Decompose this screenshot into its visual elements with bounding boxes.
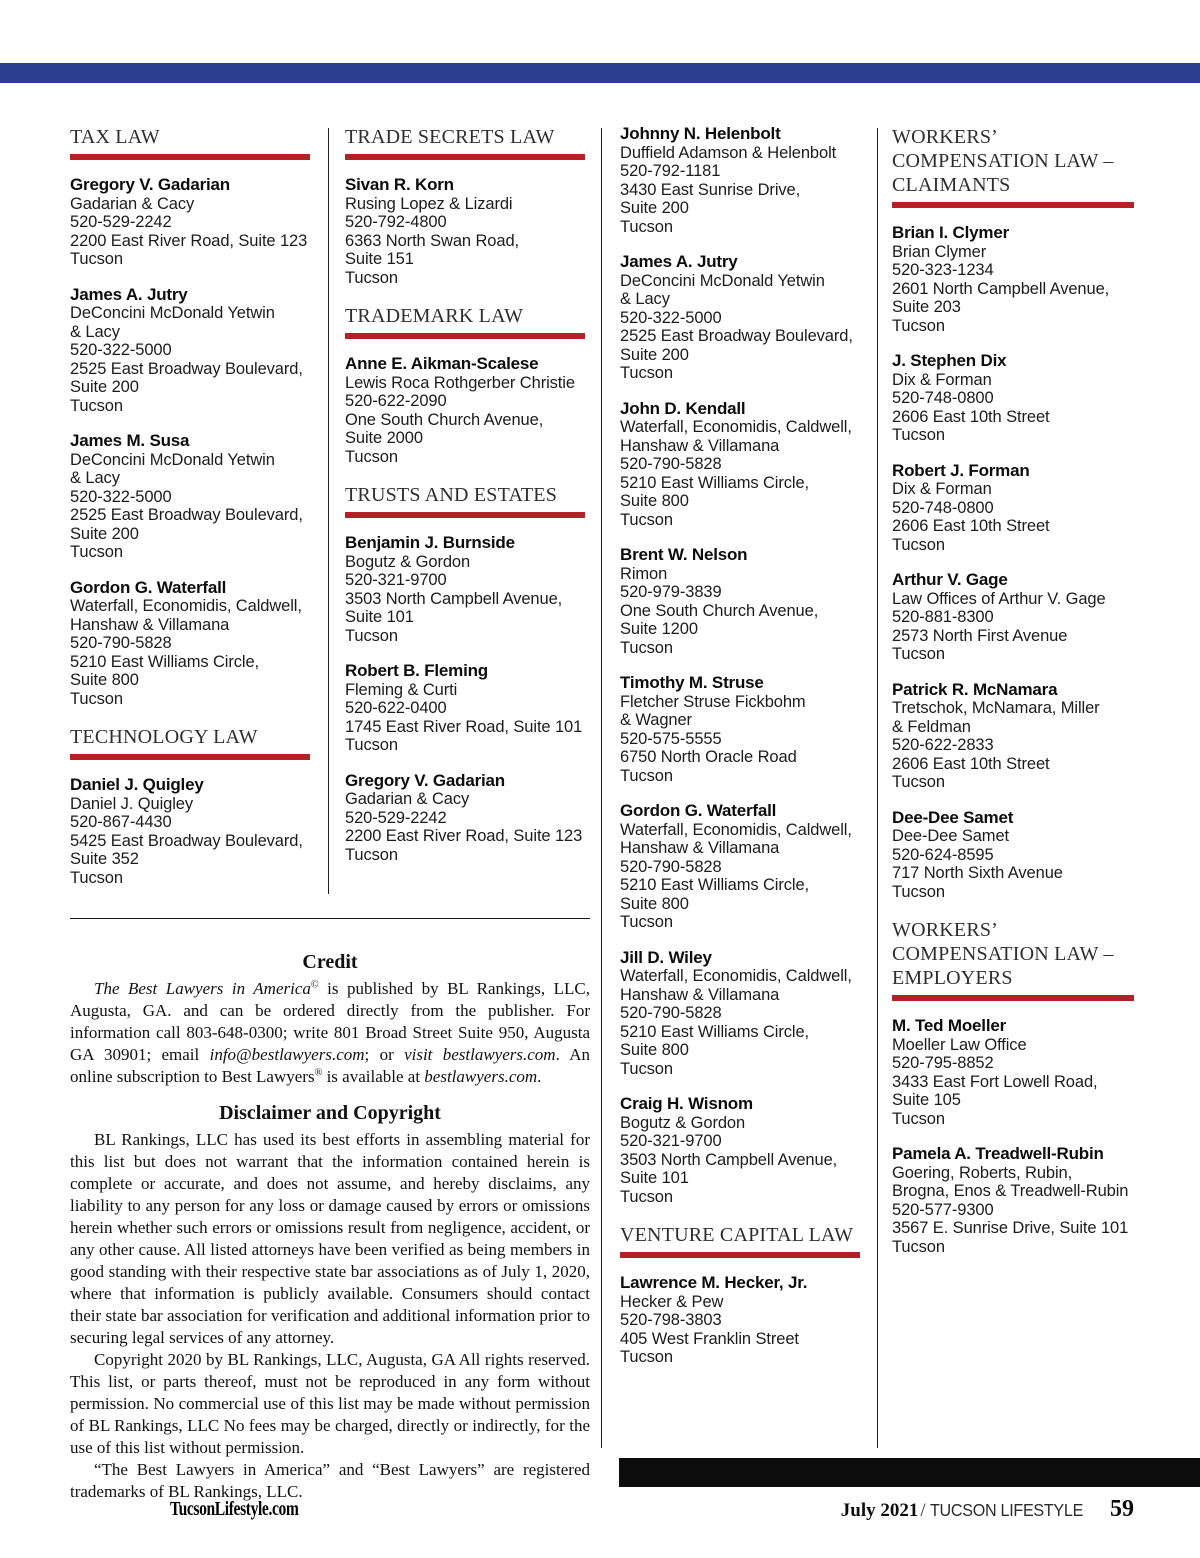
listing-detail-line: 2601 North Campbell Avenue,	[892, 279, 1110, 298]
listing-detail-line: 520-575-5555	[620, 729, 722, 748]
listing-detail-line: 2606 East 10th Street	[892, 754, 1050, 773]
lawyer-column-1	[70, 125, 310, 904]
listing-detail-line: 6750 North Oracle Road	[620, 748, 797, 766]
listing-detail-line: Tucson	[620, 510, 673, 529]
listing-detail-line: Hanshaw & Villamana	[620, 436, 780, 455]
listing-detail-line: Suite 800	[620, 492, 689, 510]
listing-detail-line: 520-624-8595	[892, 845, 994, 864]
section-heading	[70, 125, 310, 160]
listing-detail-line: Waterfall, Economidis, Caldwell,	[620, 967, 852, 985]
lawyer-listing	[70, 432, 310, 562]
listing-detail-line: 2525 East Broadway Boulevard,	[70, 359, 303, 378]
listing-detail-line: One South Church Avenue,	[620, 601, 819, 620]
listing-detail-line: Suite 203	[892, 298, 961, 316]
listing-detail-line: 520-790-5828	[620, 455, 722, 473]
listing-detail-line: Tucson	[345, 447, 398, 466]
listing-detail-line: 520-790-5828	[70, 634, 172, 652]
lawyer-name: Pamela A. Treadwell-Rubin	[892, 1144, 1104, 1163]
listing-detail-line: Tucson	[892, 1109, 945, 1128]
listing-detail-line: & Lacy	[70, 322, 120, 341]
listing-detail-line: Tucson	[345, 268, 398, 287]
listing-detail-line: Tucson	[620, 638, 673, 657]
listing-detail-line: Suite 200	[620, 345, 689, 364]
listing-detail-line: Suite 200	[70, 378, 139, 396]
listing-detail-line: Tucson	[620, 1187, 673, 1206]
lawyer-listing	[345, 772, 585, 865]
lawyer-name: Dee-Dee Samet	[892, 807, 1014, 827]
lawyer-listing	[892, 224, 1134, 335]
listing-detail-line: Suite 200	[70, 524, 139, 543]
listing-detail-line: Tucson	[892, 426, 945, 444]
section-title: WORKERS’ COMPENSATION LAW – EMPLOYERS	[892, 919, 1114, 989]
lawyer-name: James M. Susa	[70, 431, 190, 450]
listing-detail-line: Tretschok, McNamara, Miller	[892, 699, 1100, 717]
listing-detail-line: Waterfall, Economidis, Caldwell,	[70, 597, 302, 615]
listing-detail-line: 520-795-8852	[892, 1054, 994, 1072]
listing-detail-line: 520-979-3839	[620, 583, 722, 601]
listing-detail-line: 520-577-9300	[892, 1200, 994, 1219]
lawyer-column-3	[620, 125, 860, 1384]
heading-rule	[620, 1252, 860, 1258]
heading-rule	[892, 995, 1134, 1001]
listing-detail-line: DeConcini McDonald Yetwin	[620, 271, 825, 290]
lawyer-listing	[345, 176, 585, 287]
lawyer-name: Anne E. Aikman-Scalese	[345, 354, 539, 373]
listing-detail-line: Tucson	[345, 736, 398, 754]
listing-detail-line: 520-323-1234	[892, 261, 994, 279]
lawyer-listing	[345, 355, 585, 466]
lawyer-listing	[70, 776, 310, 887]
listing-detail-line: & Feldman	[892, 717, 971, 736]
listing-detail-line: Tucson	[70, 689, 123, 708]
lawyer-name: Brent W. Nelson	[620, 545, 748, 564]
lawyer-listing	[892, 681, 1134, 792]
footer-magazine-name: TUCSON LIFESTYLE	[929, 1500, 1083, 1520]
listing-detail-line: 2525 East Broadway Boulevard,	[620, 327, 853, 345]
listing-detail-line: 520-881-8300	[892, 608, 994, 626]
lawyer-listing	[892, 1017, 1134, 1128]
listing-detail-line: Bogutz & Gordon	[620, 1113, 746, 1132]
listing-detail-line: Bogutz & Gordon	[345, 552, 471, 571]
listing-detail-line: 520-321-9700	[345, 571, 447, 589]
lawyer-listing	[345, 662, 585, 755]
lawyer-name: Gordon G. Waterfall	[620, 801, 777, 820]
listing-detail-line: Suite 200	[620, 199, 689, 217]
lawyer-name: Arthur V. Gage	[892, 570, 1008, 589]
listing-detail-line: 3433 East Fort Lowell Road,	[892, 1072, 1098, 1091]
section-title: TAX LAW	[70, 126, 160, 148]
listing-detail-line: 520-748-0800	[892, 498, 994, 517]
lawyer-listing	[620, 253, 860, 383]
listing-detail-line: Tucson	[620, 913, 673, 931]
lawyer-column-2	[345, 125, 585, 881]
listing-detail-line: Suite 101	[620, 1169, 689, 1187]
lawyer-name: J. Stephen Dix	[892, 351, 1007, 370]
credit-heading: Credit	[302, 951, 358, 973]
listing-detail-line: Fletcher Struse Fickbohm	[620, 692, 806, 711]
lawyer-listing	[70, 579, 310, 709]
listing-detail-line: Suite 101	[345, 608, 414, 626]
lawyer-name: James A. Jutry	[620, 252, 738, 271]
footer-separator: /	[920, 1500, 926, 1521]
listing-detail-line: 520-622-0400	[345, 699, 447, 717]
listing-detail-line: 520-322-5000	[620, 308, 722, 327]
listing-detail-line: 2200 East River Road, Suite 123	[345, 827, 583, 845]
listing-detail-line: Tucson	[620, 364, 673, 382]
listing-detail-line: DeConcini McDonald Yetwin	[70, 304, 275, 322]
listing-detail-line: Tucson	[70, 868, 123, 887]
lawyer-listing	[620, 802, 860, 932]
listing-detail-line: 520-322-5000	[70, 341, 172, 359]
listing-detail-line: Dix & Forman	[892, 370, 992, 389]
lawyer-name: Johnny N. Helenbolt	[620, 124, 781, 143]
lawyer-name: Benjamin J. Burnside	[345, 533, 515, 552]
listing-detail-line: & Lacy	[620, 290, 670, 308]
lawyer-listing	[345, 534, 585, 645]
footer-right-group	[841, 1496, 1134, 1523]
lawyer-listing	[620, 125, 860, 236]
listing-detail-line: Suite 1200	[620, 620, 698, 638]
lawyer-listing	[892, 571, 1134, 664]
listing-detail-line: Moeller Law Office	[892, 1035, 1027, 1054]
listing-detail-line: 3567 E. Sunrise Drive, Suite 101	[892, 1219, 1129, 1237]
listing-detail-line: 2606 East 10th Street	[892, 407, 1050, 426]
listing-detail-line: Suite 2000	[345, 429, 423, 447]
listing-detail-line: 3503 North Campbell Avenue,	[620, 1150, 838, 1169]
footer-issue-date: July 2021	[840, 1500, 919, 1521]
column-divider	[601, 128, 602, 1448]
listing-detail-line: Suite 800	[70, 671, 139, 689]
lawyer-listing	[892, 462, 1134, 555]
section-heading	[345, 483, 585, 518]
disclaimer-paragraphs	[70, 1129, 590, 1503]
listing-detail-line: Lewis Roca Rothgerber Christie	[345, 373, 575, 392]
listing-detail-line: 5425 East Broadway Boulevard,	[70, 831, 303, 850]
heading-rule	[70, 754, 310, 760]
listing-detail-line: 2573 North First Avenue	[892, 626, 1068, 645]
listing-detail-line: 2525 East Broadway Boulevard,	[70, 506, 303, 524]
listing-detail-line: Suite 105	[892, 1091, 961, 1109]
listing-detail-line: 5210 East Williams Circle,	[620, 876, 810, 894]
listing-detail-line: Suite 800	[620, 1041, 689, 1059]
lawyer-name: Gregory V. Gadarian	[345, 770, 505, 790]
listing-detail-line: 3503 North Campbell Avenue,	[345, 589, 563, 608]
listing-detail-line: 520-798-3803	[620, 1311, 722, 1329]
listing-detail-line: Brogna, Enos & Treadwell-Rubin	[892, 1182, 1129, 1200]
lawyer-listing	[620, 949, 860, 1079]
listing-detail-line: Law Offices of Arthur V. Gage	[892, 589, 1106, 608]
listing-detail-line: 520-792-4800	[345, 213, 447, 231]
listing-detail-line: 520-322-5000	[70, 487, 172, 506]
listing-detail-line: Gadarian & Cacy	[70, 194, 195, 213]
listing-detail-line: Tucson	[345, 626, 398, 645]
lawyer-listing	[620, 674, 860, 785]
listing-detail-line: 6363 North Swan Road,	[345, 231, 520, 250]
section-title: TRADEMARK LAW	[345, 305, 524, 327]
listing-detail-line: Daniel J. Quigley	[70, 794, 194, 813]
footer-site-url: TucsonLifestyle.com	[170, 1498, 299, 1520]
heading-rule	[345, 333, 585, 339]
top-accent-bar	[0, 63, 1200, 83]
listing-detail-line: Tucson	[892, 773, 945, 791]
credit-and-disclaimer-section	[70, 918, 590, 1503]
listing-detail-line: Tucson	[70, 250, 123, 268]
lawyer-name: Robert J. Forman	[892, 460, 1030, 480]
lawyer-name: James A. Jutry	[70, 284, 188, 304]
section-title: TRADE SECRETS LAW	[345, 126, 555, 148]
listing-detail-line: Tucson	[345, 845, 398, 864]
listing-detail-line: Tucson	[892, 882, 945, 901]
listing-detail-line: Tucson	[620, 1348, 673, 1366]
section-title: VENTURE CAPITAL LAW	[620, 1224, 854, 1246]
heading-rule	[70, 154, 310, 160]
lawyer-name: Brian I. Clymer	[892, 223, 1009, 242]
listing-detail-line: Tucson	[892, 316, 945, 335]
credit-paragraph: The Best Lawyers in America© is published by BL Rankings, LLC, Augusta, GA. and can be ordered directly from the publisher. For information call 803-648-0300; write 801 Broad Street Suite 950, Augusta GA 30901; email info@bestlawyers.com; or visit bestlawyers.com. An online subscription to Best Lawyers® is available at bestlawyers.com.	[70, 979, 590, 1086]
section-heading	[345, 304, 585, 339]
listing-detail-line: 5210 East Williams Circle,	[620, 1022, 810, 1041]
listing-detail-line: Dix & Forman	[892, 480, 992, 498]
listing-detail-line: Goering, Roberts, Rubin,	[892, 1163, 1073, 1182]
listing-detail-line: Tucson	[892, 535, 945, 554]
listing-detail-line: Tucson	[70, 543, 123, 561]
footer-page-number: 59	[1110, 1496, 1134, 1522]
listing-detail-line: 520-790-5828	[620, 857, 722, 876]
listing-detail-line: Suite 800	[620, 894, 689, 913]
lawyer-name: Daniel J. Quigley	[70, 775, 204, 794]
listing-detail-line: 5210 East Williams Circle,	[70, 652, 260, 671]
listing-detail-line: Fleming & Curti	[345, 680, 458, 699]
lawyer-listing	[620, 400, 860, 530]
listing-detail-line: Tucson	[620, 1059, 673, 1078]
listing-detail-line: Hecker & Pew	[620, 1292, 724, 1311]
lawyer-name: Patrick R. McNamara	[892, 679, 1058, 699]
lawyer-column-4	[892, 125, 1134, 1273]
listing-detail-line: Hanshaw & Villamana	[620, 985, 780, 1004]
listing-detail-line: 520-792-1181	[620, 162, 721, 180]
disclaimer-heading: Disclaimer and Copyright	[219, 1102, 441, 1124]
listing-detail-line: Waterfall, Economidis, Caldwell,	[620, 418, 852, 436]
lawyer-listing	[70, 176, 310, 269]
section-heading	[620, 1223, 860, 1258]
footer-accent-bar	[619, 1458, 1200, 1487]
listing-detail-line: 520-622-2090	[345, 392, 447, 410]
listing-detail-line: 520-321-9700	[620, 1132, 722, 1150]
listing-detail-line: Tucson	[892, 1237, 945, 1256]
heading-rule	[345, 512, 585, 518]
listing-detail-line: 520-867-4430	[70, 813, 172, 831]
listing-detail-line: 2200 East River Road, Suite 123	[70, 231, 308, 250]
lawyer-listing	[892, 809, 1134, 902]
listing-detail-line: Brian Clymer	[892, 242, 987, 261]
listing-detail-line: 3430 East Sunrise Drive,	[620, 180, 801, 199]
listing-detail-line: & Wagner	[620, 711, 692, 729]
listing-detail-line: 5210 East Williams Circle,	[620, 473, 810, 492]
disclaimer-paragraph: Copyright 2020 by BL Rankings, LLC, Augusta, GA All rights reserved. This list, or parts thereof, must not be reproduced in any form without permission. No commercial use of this list may be made without permission of BL Rankings, LLC No fees may be charged, directly or indirectly, for the use of this list without permission.	[70, 1350, 590, 1457]
heading-rule	[345, 154, 585, 160]
lawyer-name: Sivan R. Korn	[345, 175, 454, 194]
listing-detail-line: Tucson	[620, 766, 673, 785]
section-heading	[70, 725, 310, 760]
listing-detail-line: Tucson	[620, 217, 673, 236]
listing-detail-line: Suite 151	[345, 250, 414, 268]
listing-detail-line: 520-529-2242	[345, 808, 447, 827]
listing-detail-line: Rimon	[620, 564, 668, 583]
listing-detail-line: 1745 East River Road, Suite 101	[345, 717, 583, 736]
listing-detail-line: 520-622-2833	[892, 736, 994, 754]
section-heading	[345, 125, 585, 160]
lawyer-name: John D. Kendall	[620, 398, 746, 418]
listing-detail-line: 520-790-5828	[620, 1004, 722, 1022]
listing-detail-line: 520-748-0800	[892, 389, 994, 407]
listing-detail-line: 405 West Franklin Street	[620, 1329, 799, 1348]
section-title: TECHNOLOGY LAW	[70, 726, 258, 748]
lawyer-name: Gregory V. Gadarian	[70, 175, 230, 194]
lawyer-listing	[892, 1145, 1134, 1256]
listing-detail-line: & Lacy	[70, 469, 120, 487]
listing-detail-line: 717 North Sixth Avenue	[892, 864, 1063, 882]
lawyer-listing	[620, 546, 860, 657]
listing-detail-line: Hanshaw & Villamana	[620, 839, 780, 857]
listing-detail-line: Tucson	[892, 645, 945, 663]
lawyer-name: Gordon G. Waterfall	[70, 577, 227, 597]
listing-detail-line: Duffield Adamson & Helenbolt	[620, 143, 837, 162]
listing-detail-line: Suite 352	[70, 850, 139, 868]
listing-detail-line: Dee-Dee Samet	[892, 827, 1010, 845]
listing-detail-line: One South Church Avenue,	[345, 410, 544, 429]
listing-detail-line: DeConcini McDonald Yetwin	[70, 450, 275, 469]
listing-detail-line: 520-529-2242	[70, 213, 172, 231]
lawyer-name: Craig H. Wisnom	[620, 1094, 753, 1113]
lawyer-name: Lawrence M. Hecker, Jr.	[620, 1273, 808, 1292]
lawyer-listing	[620, 1095, 860, 1206]
lawyer-name: Timothy M. Struse	[620, 673, 764, 692]
listing-detail-line: Gadarian & Cacy	[345, 790, 470, 808]
lawyer-name: Robert B. Fleming	[345, 661, 488, 680]
disclaimer-paragraph: BL Rankings, LLC has used its best efforts in assembling material for this list but does not warrant that the information contained herein is complete or accurate, and does not assume, and hereby disclaims, any liability to any person for any loss or damage caused by errors or omissions herein whether such errors or omissions result from negligence, accident, or any other cause. All listed attorneys have been verified as being members in good standing with their respective state bar associations as of July 1, 2020, where that information is publicly available. Consumers should contact their state bar association for verification and additional information prior to securing legal services of any attorney.	[70, 1130, 590, 1347]
column-divider	[877, 128, 878, 1448]
listing-detail-line: 2606 East 10th Street	[892, 517, 1050, 535]
lawyer-name: Jill D. Wiley	[620, 947, 712, 967]
lawyer-listing	[620, 1274, 860, 1367]
listing-detail-line: Waterfall, Economidis, Caldwell,	[620, 820, 852, 839]
lawyer-listing	[892, 352, 1134, 445]
heading-rule	[892, 202, 1134, 208]
listing-detail-line: Tucson	[70, 396, 123, 415]
lawyer-listing	[70, 286, 310, 416]
section-title: WORKERS’ COMPENSATION LAW – CLAIMANTS	[892, 126, 1114, 196]
section-title: TRUSTS AND ESTATES	[345, 484, 558, 506]
listing-detail-line: Rusing Lopez & Lizardi	[345, 194, 513, 213]
column-divider	[328, 128, 329, 894]
lawyer-name: M. Ted Moeller	[892, 1016, 1007, 1035]
listing-detail-line: Hanshaw & Villamana	[70, 615, 230, 634]
section-heading	[892, 125, 1134, 208]
disclaimer-paragraph: “The Best Lawyers in America” and “Best Lawyers” are registered trademarks of BL Rankings, LLC.	[70, 1460, 590, 1501]
section-heading	[892, 918, 1134, 1001]
